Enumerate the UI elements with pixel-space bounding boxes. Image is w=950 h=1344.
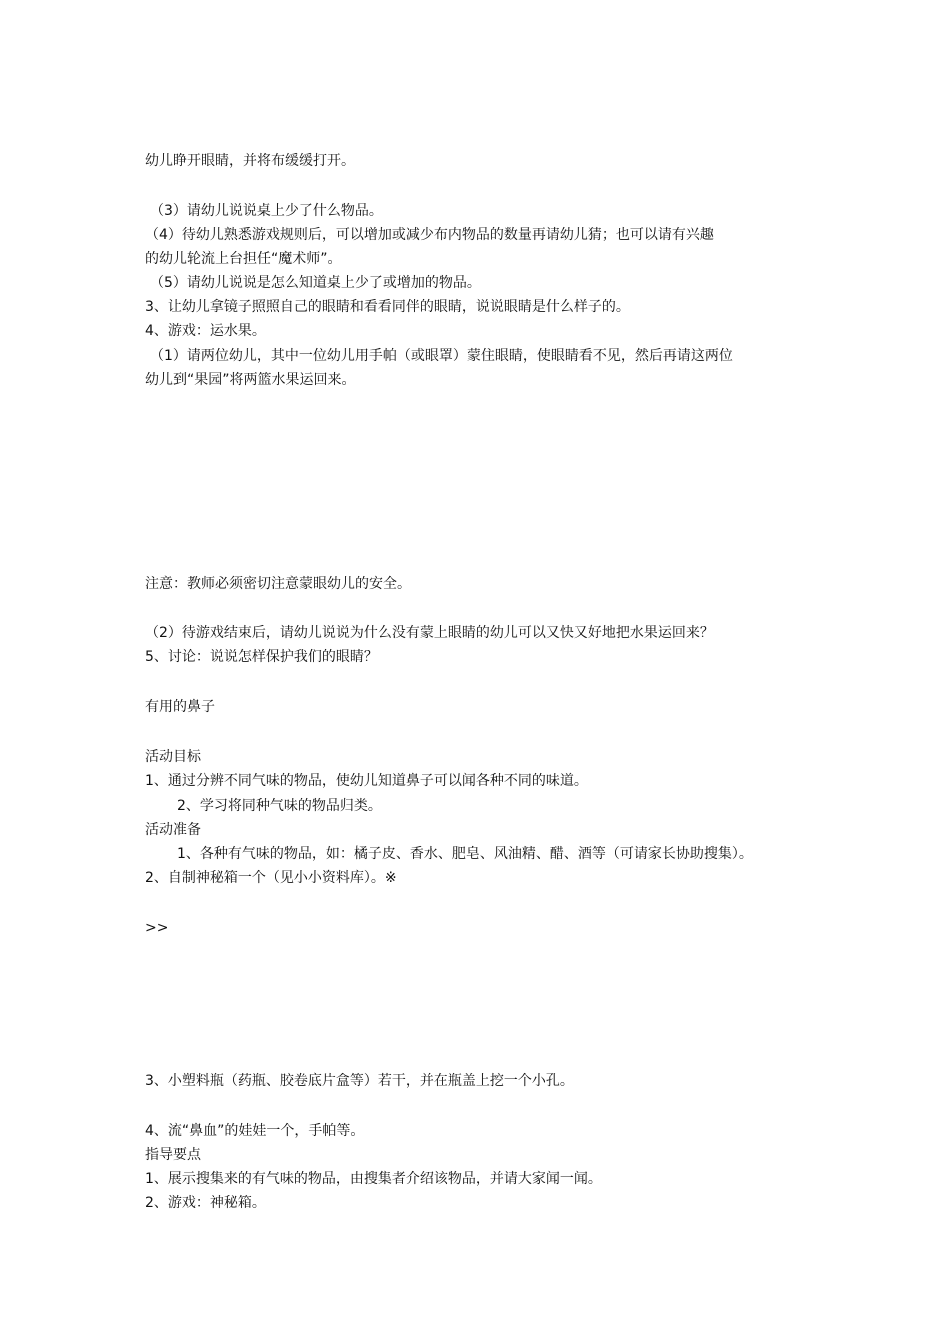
text-line: （1）请两位幼儿，其中一位幼儿用手帕（或眼罩）蒙住眼睛，使眼睛看不见，然后再请这两位 — [150, 348, 733, 364]
text-line: 1、通过分辨不同气味的物品，使幼儿知道鼻子可以闻各种不同的味道。 — [145, 773, 588, 789]
text-line: 4、游戏：运水果。 — [145, 323, 266, 339]
text-line: 1、各种有气味的物品，如：橘子皮、香水、肥皂、风油精、醋、酒等（可请家长协助搜集）。 — [177, 846, 753, 862]
text-line: （4）待幼儿熟悉游戏规则后，可以增加或减少布内物品的数量再请幼儿猜；也可以请有兴趣 — [145, 227, 714, 243]
text-line: （5）请幼儿说说是怎么知道桌上少了或增加的物品。 — [150, 275, 481, 291]
text-line: 幼儿睁开眼睛，并将布缓缓打开。 — [145, 153, 355, 169]
text-line: 1、展示搜集来的有气味的物品，由搜集者介绍该物品，并请大家闻一闻。 — [145, 1171, 602, 1187]
text-line: 2、自制神秘箱一个（见小小资料库）。※ — [145, 870, 397, 886]
text-line: 3、让幼儿拿镜子照照自己的眼睛和看看同伴的眼睛，说说眼睛是什么样子的。 — [145, 299, 630, 315]
text-line: 3、小塑料瓶（药瓶、胶卷底片盒等）若干，并在瓶盖上挖一个小孔。 — [145, 1073, 574, 1089]
text-line: （3）请幼儿说说桌上少了什么物品。 — [150, 203, 383, 219]
text-line: >> — [145, 920, 169, 936]
text-line: 幼儿到“果园”将两篮水果运回来。 — [145, 372, 356, 388]
text-line: 5、讨论：说说怎样保护我们的眼睛？ — [145, 649, 378, 665]
section-heading: 指导要点 — [145, 1147, 201, 1163]
text-line: （2）待游戏结束后，请幼儿说说为什么没有蒙上眼睛的幼儿可以又快又好地把水果运回来？ — [145, 625, 714, 641]
section-title: 有用的鼻子 — [145, 699, 215, 715]
section-heading: 活动准备 — [145, 822, 201, 838]
text-line: 的幼儿轮流上台担任“魔术师”。 — [145, 251, 342, 267]
section-heading: 活动目标 — [145, 749, 201, 765]
text-line: 4、流“鼻血”的娃娃一个，手帕等。 — [145, 1123, 365, 1139]
text-line: 注意：教师必须密切注意蒙眼幼儿的安全。 — [145, 576, 411, 592]
text-line: 2、学习将同种气味的物品归类。 — [177, 798, 382, 814]
text-line: 2、游戏：神秘箱。 — [145, 1195, 266, 1211]
